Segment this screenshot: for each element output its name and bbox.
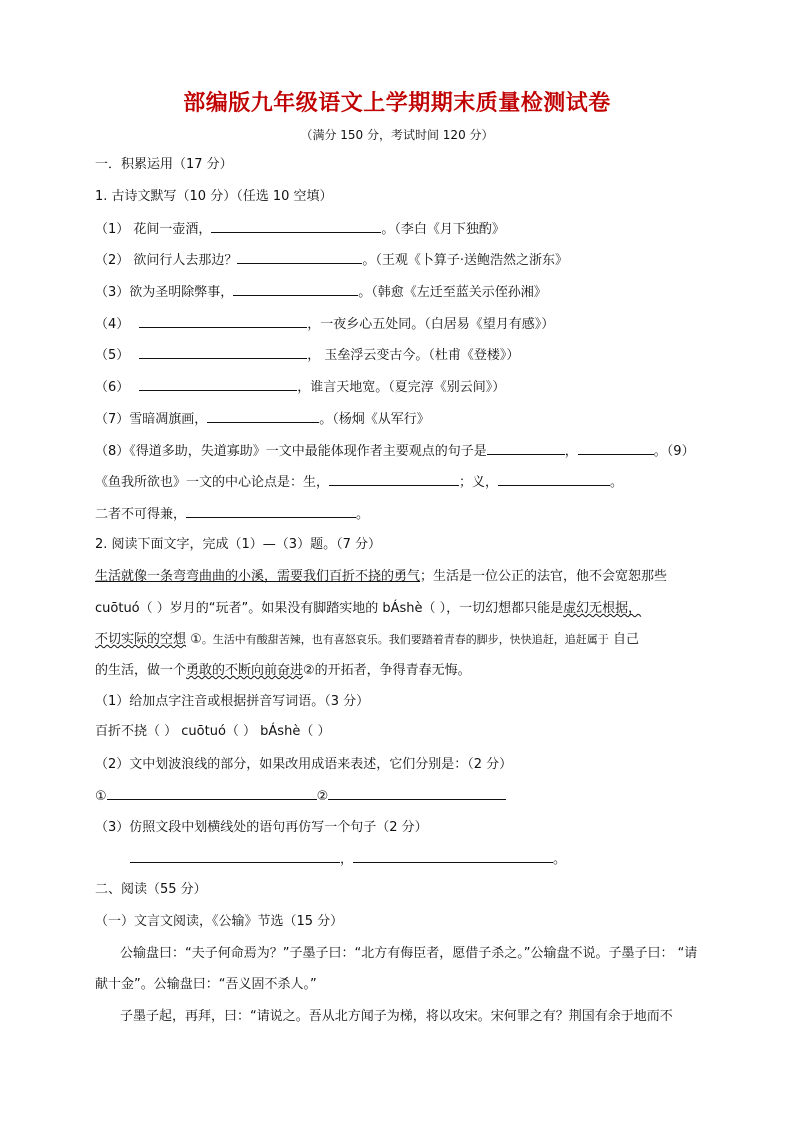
classical-text-line-1: 公输盘曰：“夫子何命焉为？”子墨子曰：“北方有侮臣者，愿借子杀之。”公输盘不说。子墨子曰： “请 (120, 946, 698, 961)
answer-blank[interactable] (139, 314, 307, 328)
answer-blank[interactable] (139, 345, 307, 359)
poem-item-2: （2） 欲问行人去那边？ 。（王观《卜算子·送鲍浩然之浙东》 (95, 250, 568, 271)
poem-item-5: （5） ， 玉垒浮云变古今。（杜甫《登楼》） (95, 345, 519, 366)
reading-section-1: （一）文言文阅读，《公输》节选（15 分） (95, 914, 344, 929)
section-heading-1: 一．积累运用（17 分） (95, 157, 233, 172)
page-subtitle: （满分 150 分，考试时间 120 分） (300, 128, 494, 142)
poem-item-9-line2: 二者不可得兼， 。 (95, 504, 369, 525)
poem-item-1: （1） 花间一壶酒， 。（李白《月下独酌》 (95, 219, 505, 240)
classical-text-line-2: 献十金”。公输盘曰：“吾义固不杀人。” (95, 977, 317, 992)
poem-item-6: （6） ，谁言天地宽。（夏完淳《别云间》） (95, 377, 505, 398)
answer-blank[interactable] (578, 441, 654, 455)
sub-question-3-answers: ， 。 (130, 849, 566, 870)
answer-blank[interactable] (107, 786, 317, 800)
section-heading-2: 二、阅读（55 分） (95, 882, 207, 897)
sub-question-2: （2）文中划波浪线的部分，如果改用成语来表述，它们分别是：（2 分） (95, 757, 513, 772)
classical-text-line-3: 子墨子起，再拜，曰：“请说之。吾从北方闻子为梯，将以攻宋。宋何罪之有？荆国有余于地而不 (120, 1009, 673, 1024)
sub-question-2-answers: ① ② (95, 786, 506, 807)
passage-line-3: 不切实际的空想 ①。生活中有酸甜苦辣，也有喜怒哀乐。我们要踏着青春的脚步，快快追赶，追赶属于 自己 (95, 632, 639, 647)
answer-blank[interactable] (237, 250, 362, 264)
poem-item-8: （8）《得道多助，失道寡助》一文中最能体现作者主要观点的句子是 ， 。（9） (95, 441, 695, 462)
answer-blank[interactable] (186, 504, 356, 518)
answer-blank[interactable] (130, 849, 340, 863)
question-2-heading: 2. 阅读下面文字，完成（1）—（3）题。（7 分） (95, 537, 381, 552)
poem-item-3: （3）欲为圣明除弊事， 。（韩愈《左迁至蓝关示侄孙湘》 (95, 282, 547, 303)
poem-item-4: （4） ，一夜乡心五处同。（白居易《望月有感》） (95, 314, 554, 335)
sub-question-3: （3）仿照文段中划横线处的语句再仿写一个句子（2 分） (95, 820, 428, 835)
answer-blank[interactable] (233, 282, 358, 296)
page-title: 部编版九年级语文上学期期末质量检测试卷 (183, 91, 611, 116)
answer-blank[interactable] (329, 472, 459, 486)
answer-blank[interactable] (353, 849, 553, 863)
passage-line-4: 的生活，做一个勇敢的不断向前奋进②的开拓者，争得青春无悔。 (95, 663, 471, 678)
answer-blank[interactable] (207, 409, 319, 423)
answer-blank[interactable] (498, 472, 610, 486)
passage-line-1: 生活就像一条弯弯曲曲的小溪，需要我们百折不挠的勇气；生活是一位公正的法官，他不会宽恕那些 (95, 569, 668, 584)
sub-question-1: （1）给加点字注音或根据拼音写词语。（3 分） (95, 694, 370, 709)
answer-blank[interactable] (211, 219, 381, 233)
poem-item-7: （7）雪暗凋旗画， 。（杨炯《从军行》 (95, 409, 430, 430)
passage-line-2: cuōtuó（ ）岁月的“玩者”。如果没有脚踏实地的 bÁshè（ ），一切幻想都只能是虚幻无根据， (95, 601, 642, 616)
answer-blank[interactable] (487, 441, 565, 455)
question-1-heading: 1. 古诗文默写（10 分）（任选 10 空填） (95, 189, 333, 204)
answer-blank[interactable] (328, 786, 506, 800)
sub-question-1-items: 百折不挠（ ） cuōtuó（ ） bÁshè（ ） (95, 724, 331, 739)
poem-item-9: 《鱼我所欲也》一文的中心论点是：生， ；义， 。 (95, 472, 623, 493)
answer-blank[interactable] (139, 377, 297, 391)
